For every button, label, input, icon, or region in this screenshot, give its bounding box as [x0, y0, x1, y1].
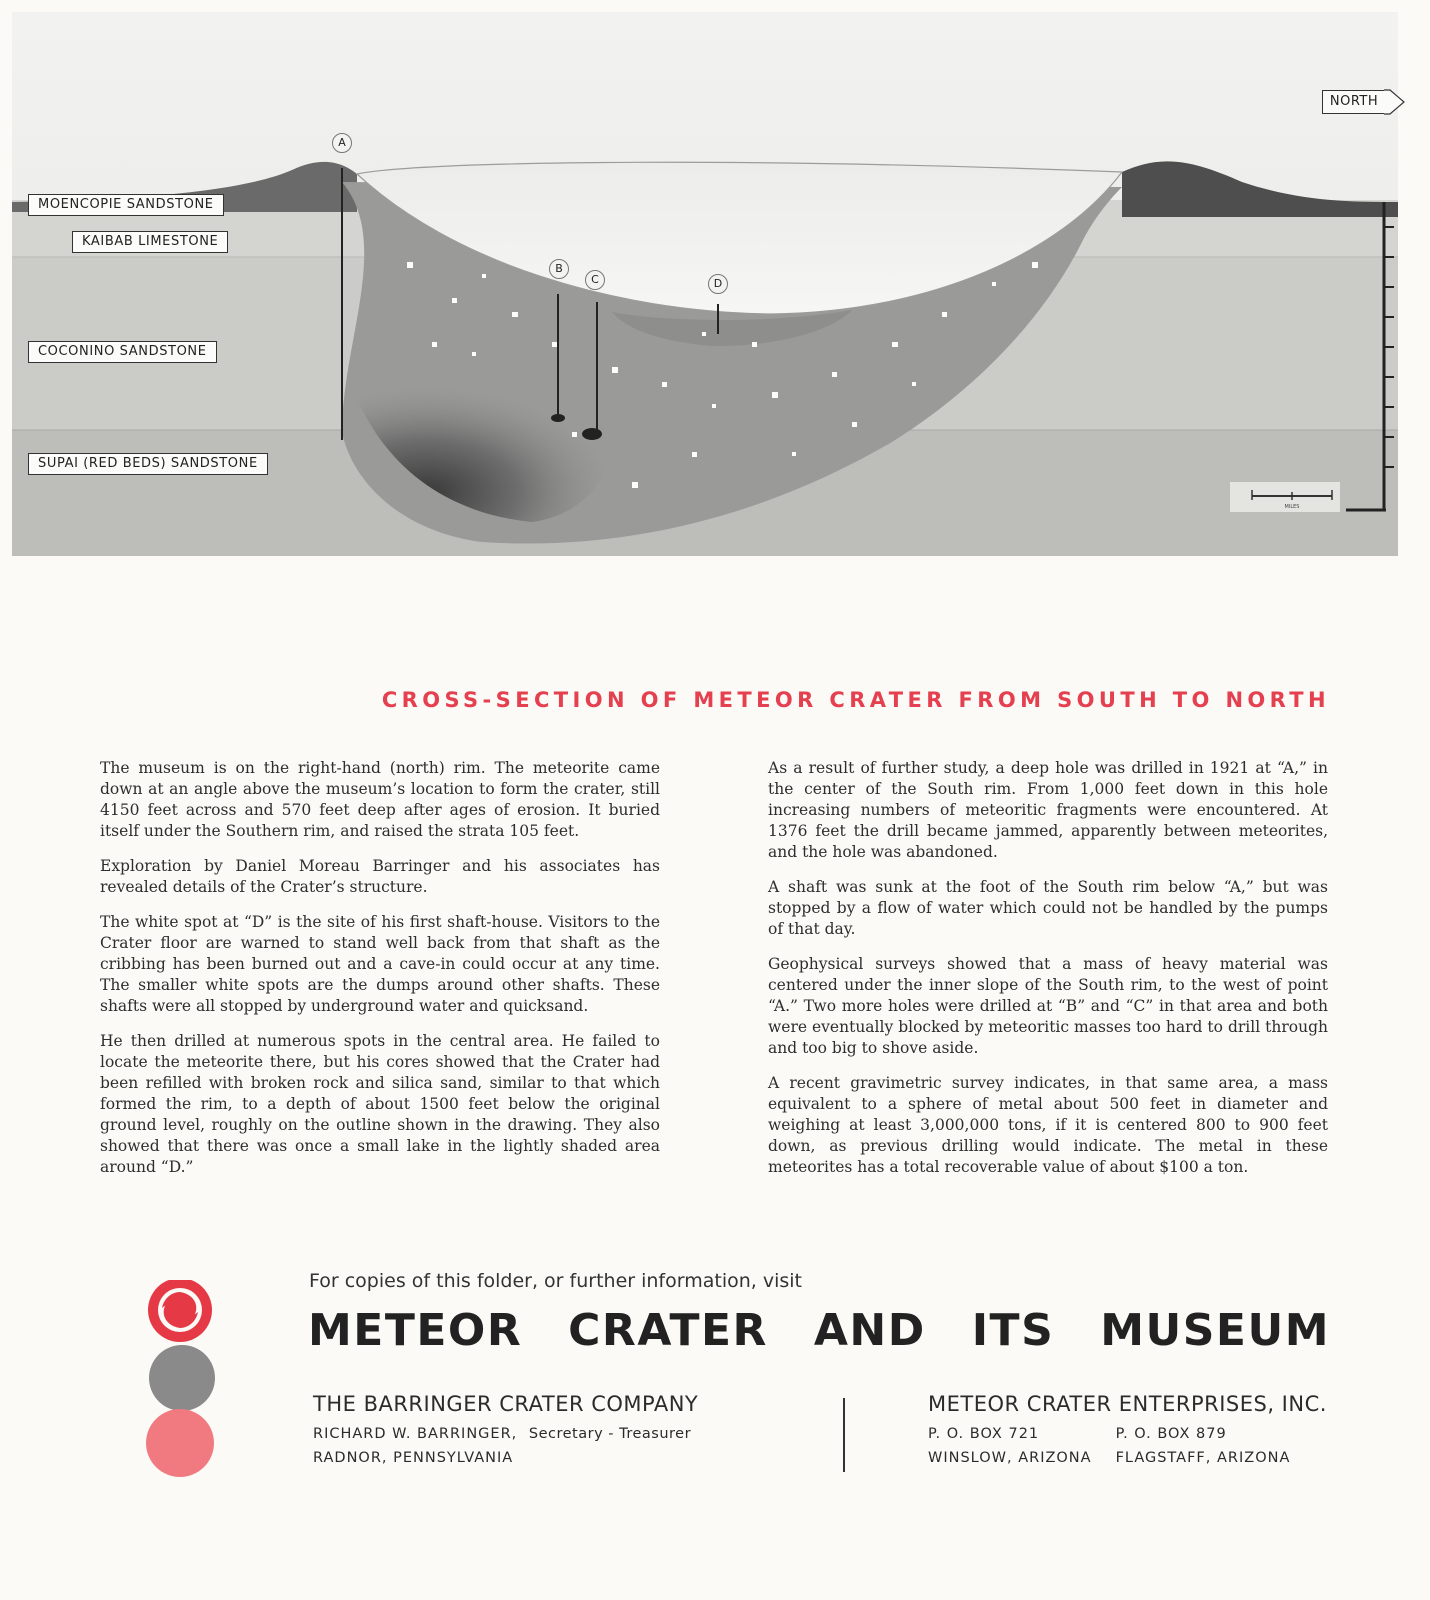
barringer-location: RADNOR, PENNSYLVANIA: [313, 1450, 514, 1466]
title-word-2: CRATER: [568, 1305, 768, 1356]
layer-label-kaibab: KAIBAB LIMESTONE: [72, 231, 228, 253]
point-label-d: D: [708, 274, 728, 294]
right-paragraph-4: A recent gravimetric survey indicates, in that same area, a mass equivalent to a sphere of metal about 500 feet in diameter and weighing at least 3,000,000 tons, if it is centered 800 to 900 feet down, as previous drilling would indicate. The metal in these meteorites has a total recoverable value of about $100 a ton.: [768, 1074, 1328, 1176]
scale-label: MILES: [1284, 504, 1300, 510]
left-paragraph-1: The museum is on the right-hand (north) rim. The meteorite came down at an angle above the museum’s location to form the crater, still 4150 feet across and 570 feet deep after ages of erosion. It buried itself under the Southern rim, and raised the strata 105 feet.: [100, 759, 660, 840]
title-word-5: MUSEUM: [1100, 1305, 1330, 1356]
right-paragraph-1: As a result of further study, a deep hole was drilled in 1921 at “A,” in the center of the South rim. From 1,000 feet down in this hole increasing numbers of meteoritic fragments were encountered. At 1376 feet the drill became jammed, apparently between meteorites, and the hole was abandoned.: [768, 759, 1328, 861]
point-label-b: B: [549, 259, 569, 279]
barringer-officer-line: [313, 1426, 698, 1442]
north-label: NORTH: [1322, 90, 1386, 114]
layer-label-moencopie: MOENCOPIE SANDSTONE: [28, 194, 224, 216]
left-paragraph-4: He then drilled at numerous spots in the central area. He failed to locate the meteorite there, but his cores showed that the Crater had been refilled with broken rock and silica sand, similar to that which formed the rim, to a depth of about 1500 feet below the original ground level, roughly on the outline shown in the drawing. They also showed that there was once a small lake in the lightly shaded area around “D.”: [100, 1032, 660, 1176]
logo-bottom-circle: [146, 1409, 214, 1477]
crater-cross-section-diagram: [12, 12, 1398, 556]
point-label-a: A: [332, 133, 352, 153]
title-word-1: METEOR: [308, 1305, 523, 1356]
layer-label-coconino: COCONINO SANDSTONE: [28, 341, 217, 363]
arrow-right-icon: [1384, 89, 1406, 115]
officer-name: RICHARD W. BARRINGER,: [313, 1426, 518, 1442]
right-paragraph-3: Geophysical surveys showed that a mass of heavy material was centered under the inner slope of the South rim, to the west of point “A.” Two more holes were drilled at “B” and “C” in that area and both were eventually blocked by meteoritic masses too hard to drill through and too big to shove aside.: [768, 955, 1328, 1057]
title-word-3: AND: [813, 1305, 926, 1356]
enterprises-company-name: METEOR CRATER ENTERPRISES, INC.: [928, 1392, 1327, 1416]
right-paragraph-2: A shaft was sunk at the foot of the South rim below “A,” but was stopped by a flow of water which could not be handled by the pumps of that day.: [768, 878, 1328, 938]
title-word-4: ITS: [971, 1305, 1055, 1356]
enterprises-city-winslow: WINSLOW, ARIZONA: [928, 1450, 1092, 1466]
point-label-c: C: [585, 270, 605, 290]
left-paragraph-3: The white spot at “D” is the site of his first shaft-house. Visitors to the Crater floor are warned to stand well back from that shaft as the cribbing has been burned out and a cave-in could occur at any time. The smaller white spots are the dumps around other shafts. These shafts were all stopped by underground water and quicksand.: [100, 913, 660, 1015]
enterprises-city-flagstaff: FLAGSTAFF, ARIZONA: [1115, 1450, 1291, 1466]
logo-middle-circle: [149, 1345, 215, 1411]
enterprises-box-winslow: P. O. BOX 721: [928, 1426, 1040, 1442]
officer-role: Secretary - Treasurer: [528, 1426, 692, 1442]
enterprises-box-flagstaff: P. O. BOX 879: [1115, 1426, 1227, 1442]
barringer-company-block: [313, 1392, 698, 1466]
barringer-company-name: THE BARRINGER CRATER COMPANY: [313, 1392, 699, 1416]
museum-logo: [146, 1280, 218, 1480]
right-text-column: [768, 758, 1328, 1192]
footer-divider: [843, 1398, 845, 1472]
layer-label-supai: SUPAI (RED BEDS) SANDSTONE: [28, 453, 268, 475]
left-text-column: [100, 758, 660, 1192]
left-paragraph-2: Exploration by Daniel Moreau Barringer and his associates has revealed details of the Crater’s structure.: [100, 857, 660, 896]
enterprises-company-block: [928, 1392, 1327, 1466]
visit-text: For copies of this folder, or further information, visit: [309, 1270, 802, 1292]
section-heading: CROSS-SECTION OF METEOR CRATER FROM SOUTH TO NORTH: [381, 688, 1330, 712]
museum-title: [308, 1305, 1330, 1356]
